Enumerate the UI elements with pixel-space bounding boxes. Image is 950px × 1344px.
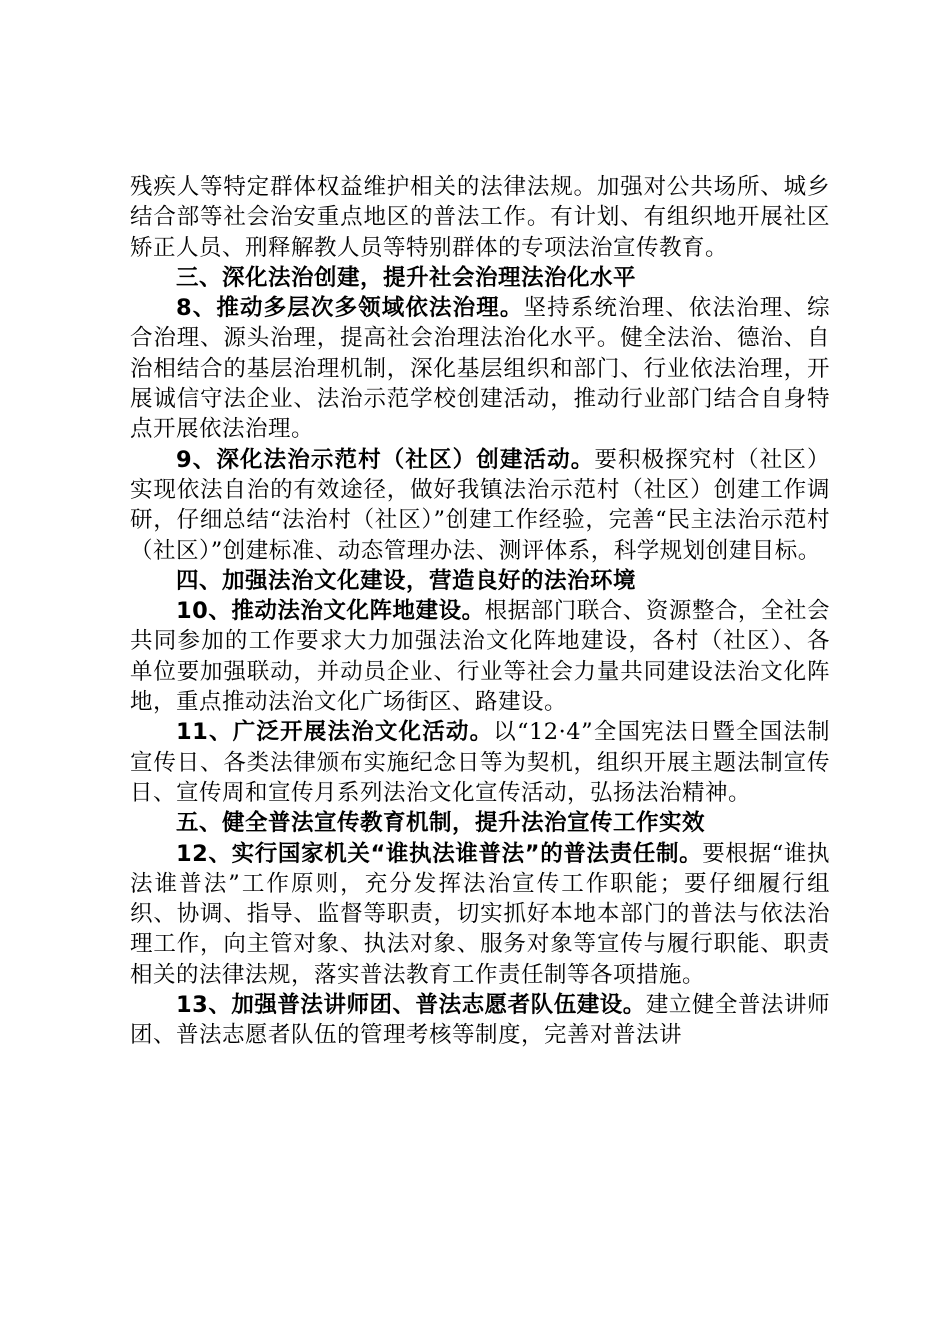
item-8-lead: 8、推动多层次多领域依法治理。 bbox=[176, 295, 524, 322]
paragraph-item-13 bbox=[130, 990, 830, 1051]
paragraph-continuation: 残疾人等特定群体权益维护相关的法律法规。加强对公共场所、城乡结合部等社会治安重点地区的普法工作。有计划、有组织地开展社区矫正人员、刑释解教人员等特别群体的专项法治宣传教育。 bbox=[130, 174, 830, 261]
item-8-body: 坚持系统治理、依法治理、综合治理、源头治理，提高社会治理法治化水平。健全法治、德治、自治相结合的基层治理机制，深化基层组织和部门、行业依法治理，开展诚信守法企业、法治示范学校创建活动，推动行业部门结合自身特点开展依法治理。 bbox=[130, 295, 830, 443]
item-9-lead: 9、深化法治示范村（社区）创建活动。 bbox=[176, 446, 595, 473]
paragraph-item-12 bbox=[130, 839, 830, 990]
item-12-body: 要根据“谁执法谁普法”工作原则，充分发挥法治宣传工作职能；要仔细履行组织、协调、指导、监督等职责，切实抓好本地本部门的普法与依法治理工作，向主管对象、执法对象、服务对象等宣传与履行职能、职责相关的法律法规，落实普法教育工作责任制等各项措施。 bbox=[130, 840, 830, 988]
section-heading-3: 三、深化法治创建，提升社会治理法治化水平 bbox=[176, 264, 637, 291]
item-10-body: 根据部门联合、资源整合，全社会共同参加的工作要求大力加强法治文化阵地建设，各村（社区）、各单位要加强联动，并动员企业、行业等社会力量共同建设法治文化阵地，重点推动法治文化广场街区、路建设。 bbox=[130, 598, 830, 716]
item-13-body: 建立健全普法讲师团、普法志愿者队伍的管理考核等制度，完善对普法讲 bbox=[130, 992, 830, 1049]
section-heading-4: 四、加强法治文化建设，营造良好的法治环境 bbox=[176, 567, 637, 594]
item-11-lead: 11、广泛开展法治文化活动。 bbox=[176, 719, 494, 746]
paragraph-item-8 bbox=[130, 293, 830, 444]
item-12-lead: 12、实行国家机关“谁执法谁普法”的普法责任制。 bbox=[176, 840, 703, 867]
item-13-lead: 13、加强普法讲师团、普法志愿者队伍建设。 bbox=[176, 992, 646, 1019]
document-page bbox=[130, 172, 830, 1051]
section-heading-5: 五、健全普法宣传教育机制，提升法治宣传工作实效 bbox=[176, 810, 706, 837]
item-10-lead: 10、推动法治文化阵地建设。 bbox=[176, 598, 485, 625]
item-11-body: 以“12·4”全国宪法日暨全国法制宣传日、各类法律颁布实施纪念日等为契机，组织开展主题法制宣传日、宣传周和宣传月系列法治文化宣传活动，弘扬法治精神。 bbox=[130, 719, 830, 806]
paragraph-item-11 bbox=[130, 717, 830, 808]
item-9-body: 要积极探究村（社区）实现依法自治的有效途径，做好我镇法治示范村（社区）创建工作调研，仔细总结“法治村（社区）”创建工作经验，完善“民主法治示范村（社区）”创建标准、动态管理办法、测评体系，科学规划创建目标。 bbox=[130, 446, 830, 564]
paragraph-item-9 bbox=[130, 445, 830, 566]
paragraph-item-10 bbox=[130, 596, 830, 717]
